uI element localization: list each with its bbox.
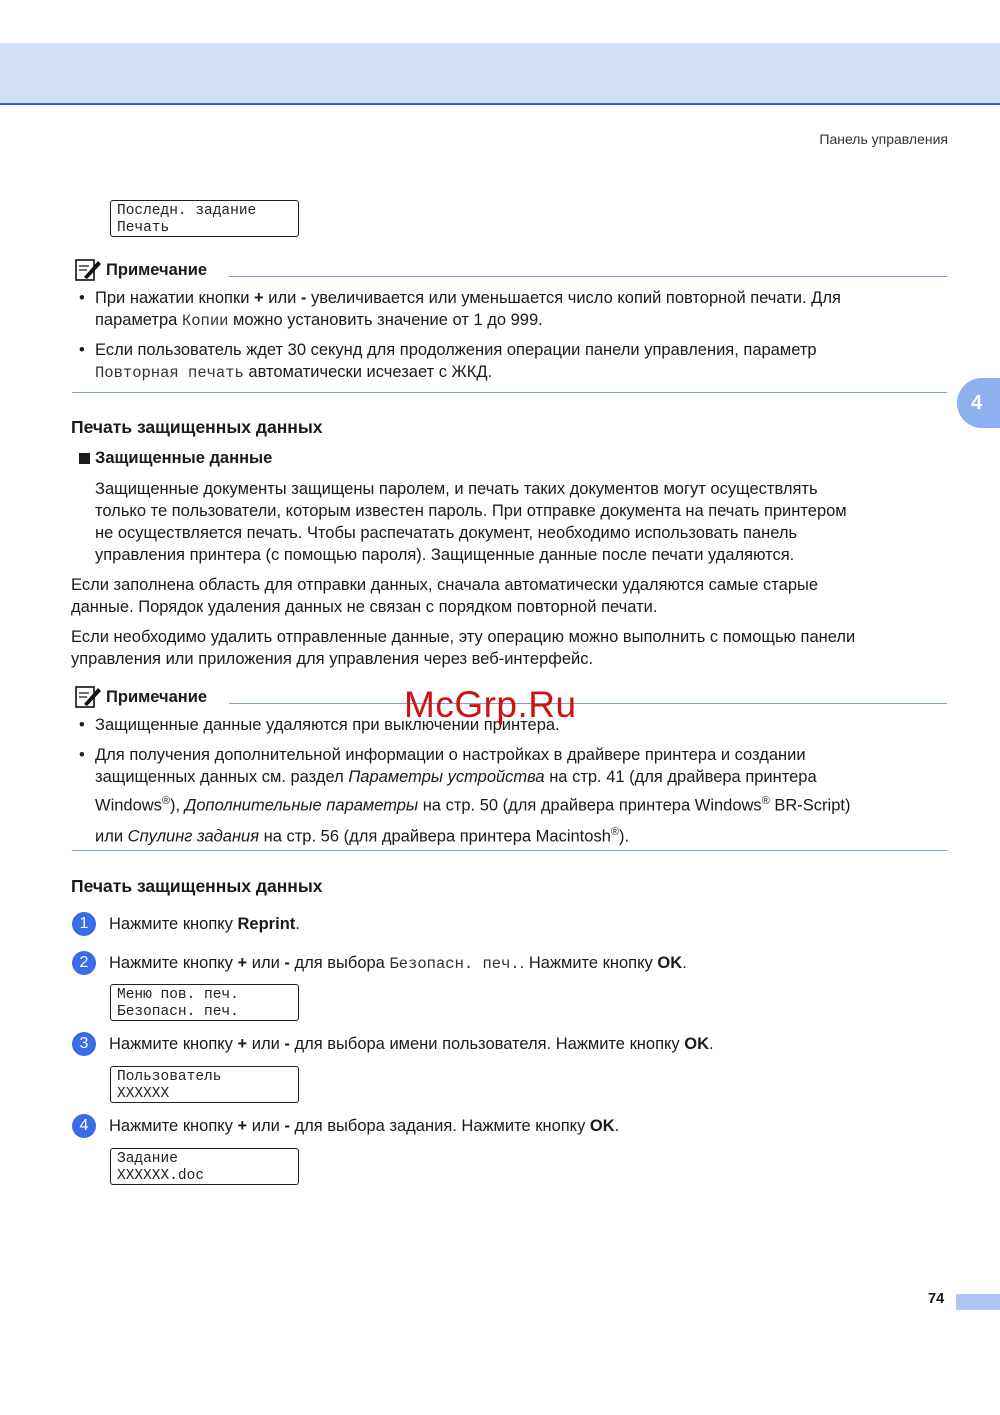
lcd-line-1: Последн. задание <box>117 203 257 219</box>
note-rule <box>229 703 947 704</box>
paragraph-secure-docs: Защищенные документы защищены паролем, и печать таких документов могут осуществлять только те пользователи, которым известен пароль. При отправке документа на печать принтером не осуществляется печать. Чтобы распечатать документ, необходимо использовать панель управления принтера (с помощью пароля). Защищенные данные после печати удаляются. <box>95 480 847 564</box>
subheading-secure-data: Защищенные данные <box>79 449 272 468</box>
step-number-2: 2 <box>72 951 96 975</box>
lcd-line-2: Безопасн. печ. <box>117 1004 239 1020</box>
running-header: Панель управления <box>819 131 948 147</box>
section-heading-secure-print: Печать защищенных данных <box>71 417 323 437</box>
lcd-line-1: Задание <box>117 1151 178 1167</box>
watermark: McGrp.Ru <box>404 684 577 725</box>
lcd-display-job <box>110 1148 299 1185</box>
step-text-4: Нажмите кнопку + или - для выбора задания. Нажмите кнопку OK. <box>109 1117 620 1135</box>
lcd-line-1: Пользователь <box>117 1069 222 1085</box>
top-banner <box>0 43 1000 105</box>
lcd-display-user <box>110 1066 299 1103</box>
section-heading-print-secure: Печать защищенных данных <box>71 876 323 896</box>
lcd-line-2: Печать <box>117 220 170 236</box>
note1-bullet-2: • Если пользователь ждет 30 секунд для продолжения операции панели управления, параметр Повторная печать автоматически исчезает с ЖКД. <box>79 341 817 382</box>
lcd-line-2: XXXXXX.doc <box>117 1168 205 1184</box>
note-heading-2 <box>74 685 207 709</box>
note1-bullet-1: • При нажатии кнопки + или - увеличивается или уменьшается число копий повторной печати. Для параметра Копии можно установить значение от 1 до 999. <box>79 289 841 330</box>
note-end-rule <box>72 850 947 851</box>
square-bullet-icon <box>79 453 90 464</box>
page-number-bar <box>956 1294 1000 1310</box>
note2-bullet-2: • Для получения дополнительной информации о настройках в драйвере принтера и создании защищенных данных см. раздел Параметры устройства на стр. 41 (для драйвера принтера Windows®), Дополнительные параметры на стр. 50 (для драйвера принтера Windows® BR-Script) или Спулинг задания на стр. 56 (для драйвера принтера Macintosh®). <box>79 746 851 845</box>
note-rule <box>229 276 947 277</box>
note-title: Примечание <box>106 260 208 279</box>
step-number-1: 1 <box>72 912 96 936</box>
note-heading-1 <box>74 258 207 282</box>
lcd-display-secure-print <box>110 984 299 1021</box>
lcd-display-last-job <box>110 200 299 237</box>
step-text-3: Нажмите кнопку + или - для выбора имени пользователя. Нажмите кнопку OK. <box>109 1035 714 1053</box>
note-title: Примечание <box>106 687 208 706</box>
note2-bullet-1: • Защищенные данные удаляются при выключении принтера. <box>79 716 560 734</box>
paragraph-delete-data: Если необходимо удалить отправленные данные, эту операцию можно выполнить с помощью панели управления или приложения для управления через веб-интерфейс. <box>71 628 856 668</box>
note-pencil-icon <box>74 258 102 282</box>
lcd-line-2: XXXXXX <box>117 1086 170 1102</box>
lcd-line-1: Меню пов. печ. <box>117 987 239 1003</box>
note-end-rule <box>72 392 947 393</box>
chapter-tab: 4 <box>957 378 1000 428</box>
step-text-1: Нажмите кнопку Reprint. <box>109 915 300 933</box>
paragraph-area-full: Если заполнена область для отправки данных, сначала автоматически удаляются самые старые данные. Порядок удаления данных не связан с порядком повторной печати. <box>71 576 819 616</box>
step-text-2: Нажмите кнопку + или - для выбора Безопасн. печ.. Нажмите кнопку OK. <box>109 954 687 973</box>
note-pencil-icon <box>74 685 102 709</box>
page-number: 74 <box>928 1291 945 1307</box>
step-number-4: 4 <box>72 1114 96 1138</box>
step-number-3: 3 <box>72 1032 96 1056</box>
